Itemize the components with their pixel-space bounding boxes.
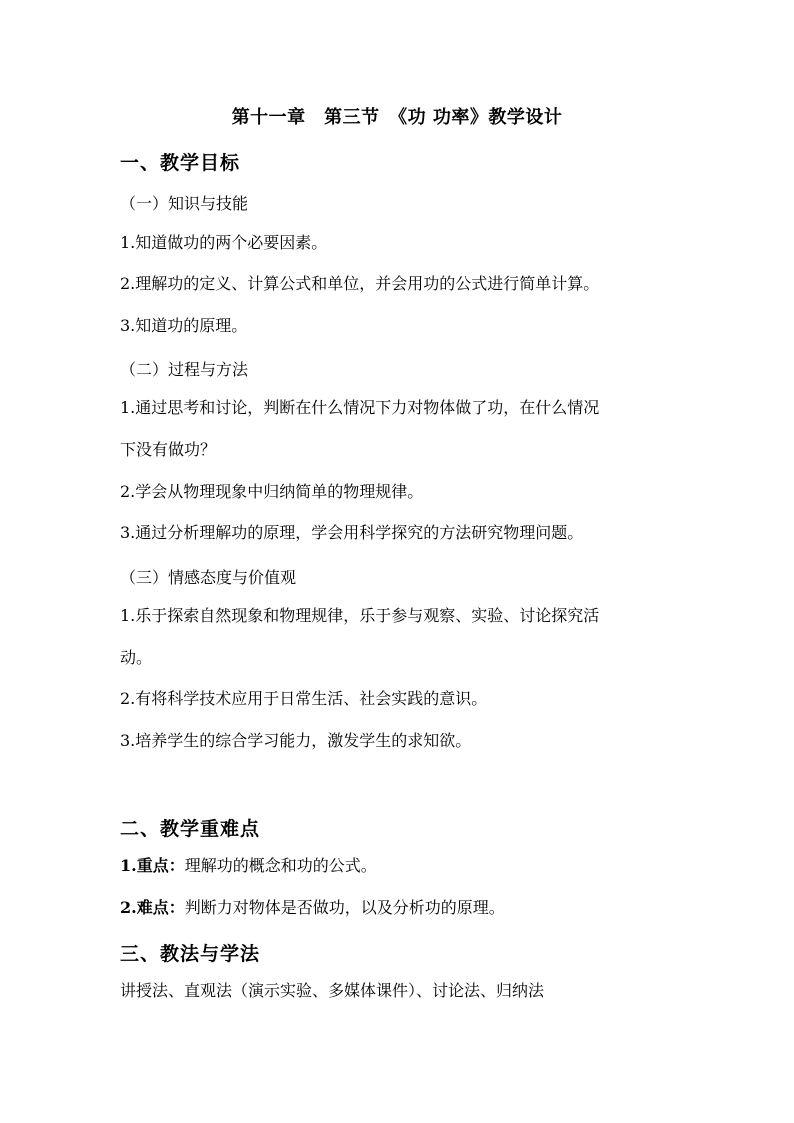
list-item: 2.学会从物理现象中归纳简单的物理规律。 <box>120 482 424 501</box>
section-heading-methods: 三、教法与学法 <box>120 943 261 965</box>
key-point-row <box>120 856 680 876</box>
difficult-point-text: 判断力对物体是否做功，以及分析功的原理。 <box>184 898 505 917</box>
document-title: 第十一章 第三节 《功 功率》教学设计 <box>231 107 563 128</box>
methods-text: 讲授法、直观法（演示实验、多媒体课件）、讨论法、归纳法 <box>120 981 545 1000</box>
list-item: 1.知道做功的两个必要因素。 <box>120 233 328 252</box>
subheading-attitude-values: （三）情感态度与价值观 <box>120 568 297 587</box>
list-item: 2.理解功的定义、计算公式和单位，并会用功的公式进行简单计算。 <box>120 274 600 293</box>
section-heading-key-difficult-points: 二、教学重难点 <box>120 818 261 840</box>
list-item: 3.培养学生的综合学习能力，激发学生的求知欲。 <box>120 731 472 750</box>
list-item: 3.知道功的原理。 <box>120 316 248 335</box>
difficult-point-label: 2.难点： <box>120 898 185 917</box>
subheading-knowledge-skills: （一）知识与技能 <box>120 194 249 213</box>
list-item: 2.有将科学技术应用于日常生活、社会实践的意识。 <box>120 689 488 708</box>
list-item-continued: 动。 <box>120 648 153 667</box>
list-item: 1.通过思考和讨论，判断在什么情况下力对物体做了功，在什么情况 <box>120 398 600 417</box>
difficult-point-row <box>120 898 680 918</box>
key-point-label: 1.重点： <box>120 856 185 875</box>
list-item: 1.乐于探索自然现象和物理规律，乐于参与观察、实验、讨论探究活 <box>120 606 600 625</box>
section-heading-objectives: 一、教学目标 <box>120 152 241 174</box>
list-item: 3.通过分析理解功的原理，学会用科学探究的方法研究物理问题。 <box>120 523 584 542</box>
list-item-continued: 下没有做功？ <box>120 440 217 459</box>
subheading-process-methods: （二）过程与方法 <box>120 360 249 379</box>
key-point-text: 理解功的概念和功的公式。 <box>184 856 377 875</box>
